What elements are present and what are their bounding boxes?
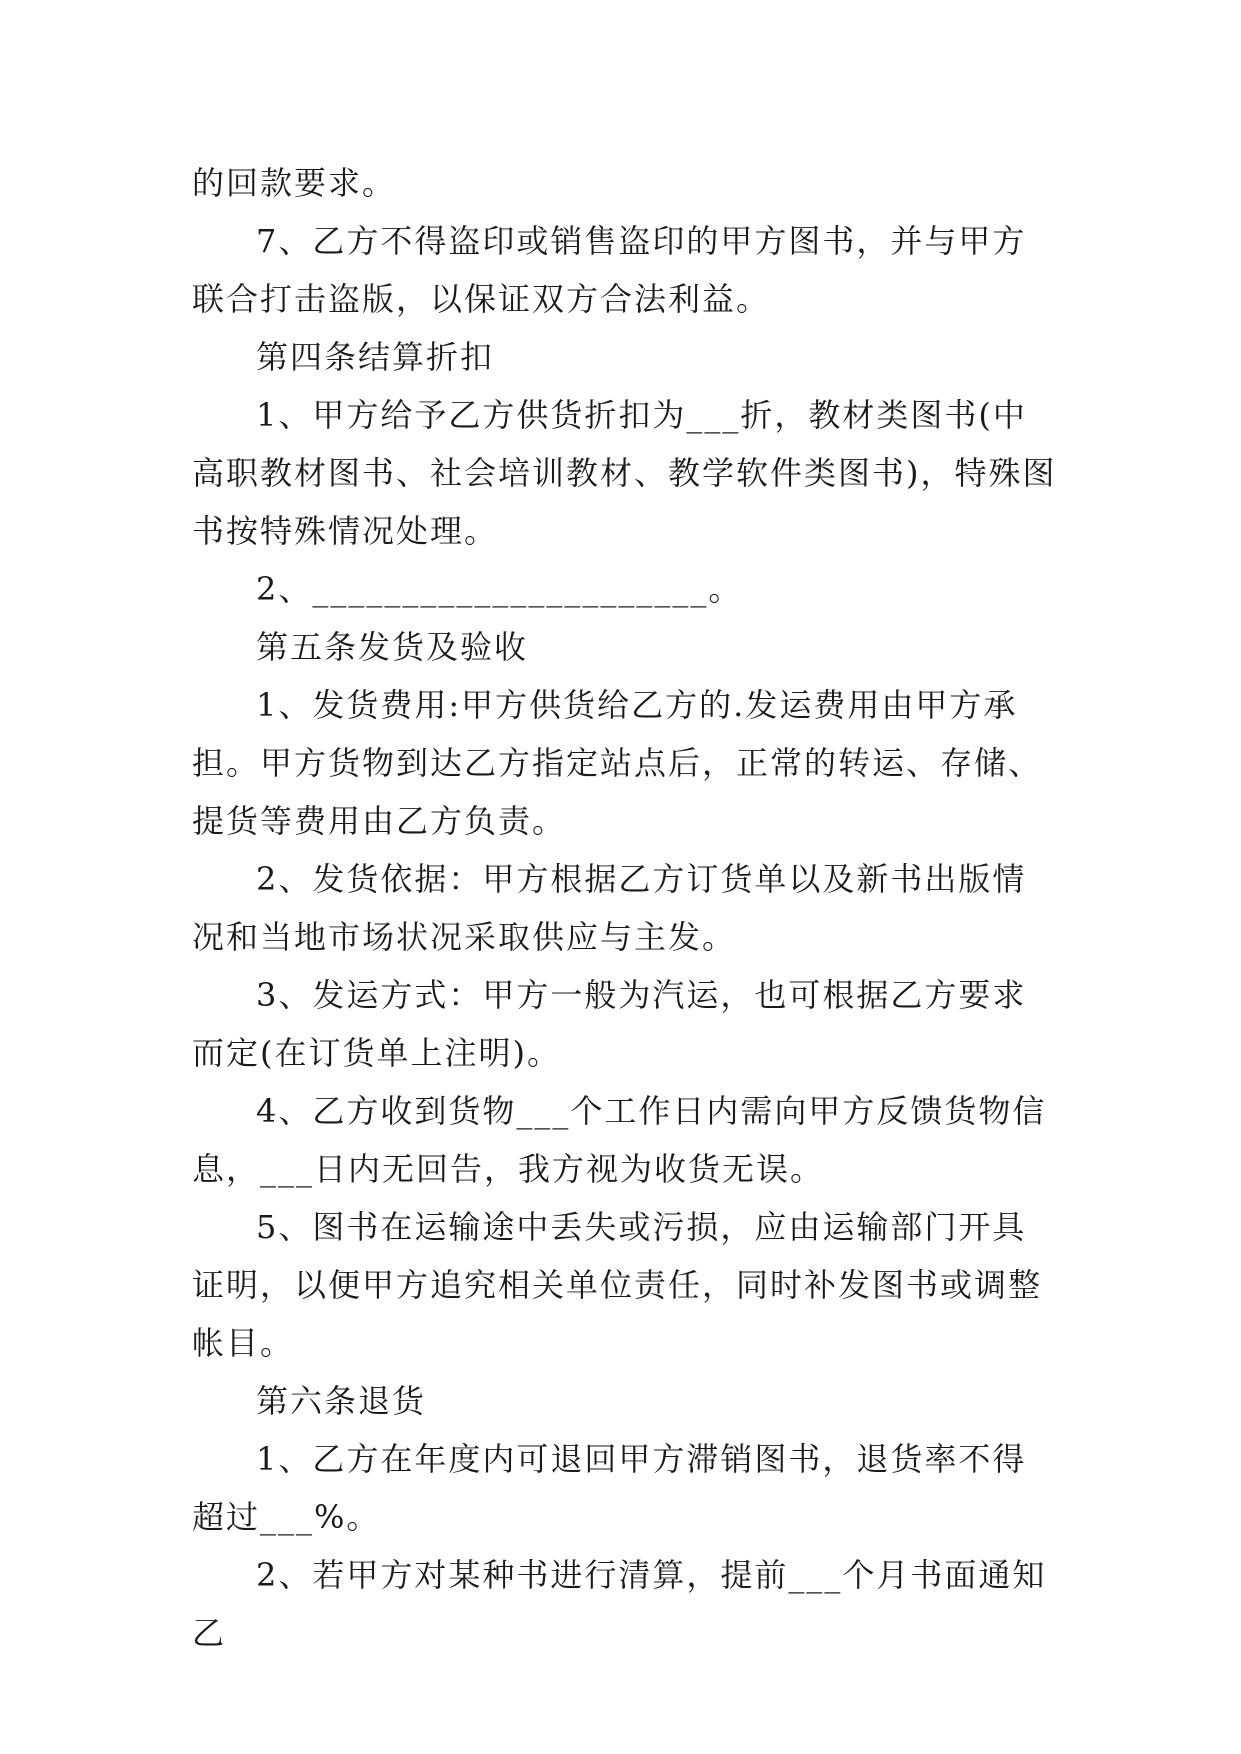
paragraph: 1、发货费用:甲方供货给乙方的.发运费用由甲方承担。甲方货物到达乙方指定站点后，正常的转运、存储、提货等费用由乙方负责。 [192,686,1043,840]
section-heading: 第六条退货 [256,1382,427,1420]
document-body [192,154,1057,1662]
paragraph: 2、______________________。 [256,570,743,608]
paragraph: 1、甲方给予乙方供货折扣为___折，教材类图书(中高职教材图书、社会培训教材、教学软件类图书)，特殊图书按特殊情况处理。 [192,396,1057,550]
paragraph: 7、乙方不得盗印或销售盗印的甲方图书，并与甲方联合打击盗版，以保证双方合法利益。 [192,222,1027,318]
paragraph: 5、图书在运输途中丢失或污损，应由运输部门开具证明，以便甲方追究相关单位责任，同时补发图书或调整帐目。 [192,1208,1043,1362]
paragraph: 2、若甲方对某种书进行清算，提前___个月书面通知乙 [192,1556,1047,1652]
section-heading: 第四条结算折扣 [256,338,495,376]
paragraph: 的回款要求。 [192,164,397,202]
paragraph: 4、乙方收到货物___个工作日内需向甲方反馈货物信息，___日内无回告，我方视为收货无误。 [192,1092,1047,1188]
paragraph: 3、发运方式：甲方一般为汽运，也可根据乙方要求而定(在订货单上注明)。 [192,976,1027,1072]
paragraph: 2、发货依据：甲方根据乙方订货单以及新书出版情况和当地市场状况采取供应与主发。 [192,860,1027,956]
section-heading: 第五条发货及验收 [256,628,529,666]
paragraph: 1、乙方在年度内可退回甲方滞销图书，退货率不得超过___%。 [192,1440,1027,1536]
